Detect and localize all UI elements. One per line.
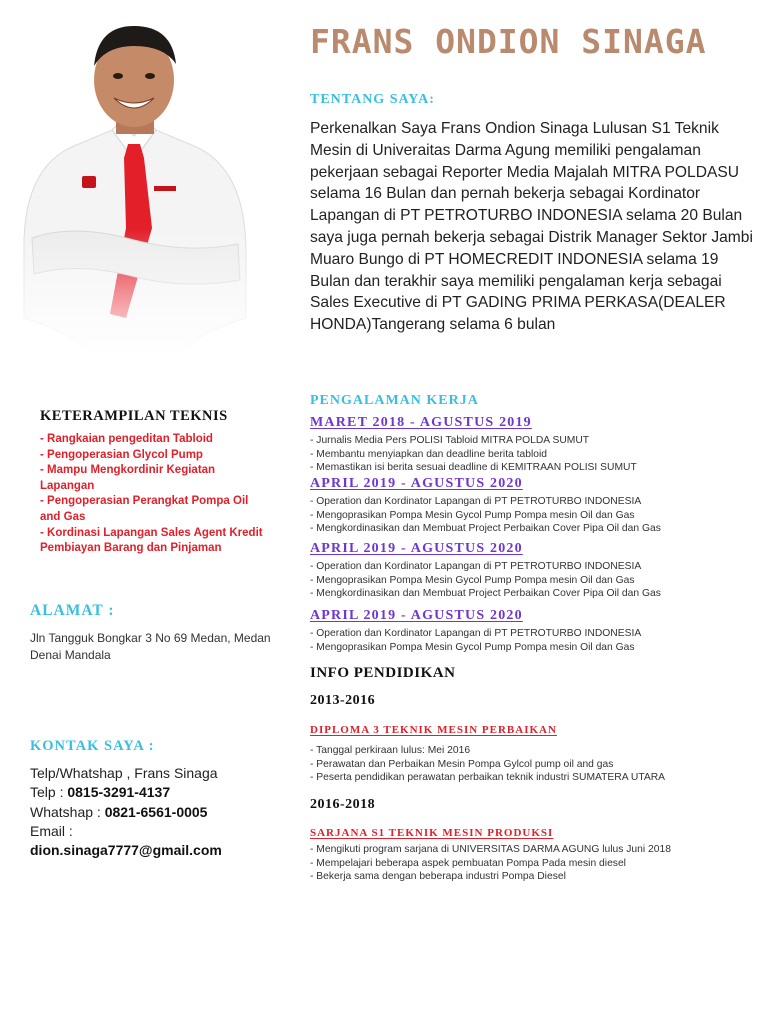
experience-period: MARET 2018 - AGUSTUS 2019 — [310, 415, 532, 430]
address-text: Jln Tangguk Bongkar 3 No 69 Medan, Medan Denai Mandala — [30, 631, 271, 662]
education-bullet-list — [310, 744, 760, 785]
education-degree: DIPLOMA 3 TEKNIK MESIN PERBAIKAN — [310, 724, 557, 736]
phone-line — [30, 783, 300, 802]
list-item: - Mengoprasikan Pompa Mesin Gycol Pump Pompa mesin Oil dan Gas — [310, 509, 760, 523]
experience-period: APRIL 2019 - AGUSTUS 2020 — [310, 608, 523, 623]
list-item: - Mempelajari beberapa aspek pembuatan Pompa Pada mesin diesel — [310, 857, 760, 871]
address-section-title: ALAMAT : — [30, 602, 115, 619]
whatsapp-label: Whatshap : — [30, 803, 105, 820]
list-item: - Mengkordinasikan dan Membuat Project Perbaikan Cover Pipa Oil dan Gas — [310, 587, 760, 601]
list-item: - Jurnalis Media Pers POLISI Tabloid MITRA POLDA SUMUT — [310, 434, 760, 448]
list-item: - Bekerja sama dengan beberapa industri Pompa Diesel — [310, 870, 760, 884]
profile-photo — [14, 18, 254, 358]
experience-entry — [310, 414, 760, 475]
list-item: - Rangkaian pengeditan Tabloid — [40, 432, 270, 448]
experience-entry — [310, 475, 760, 536]
list-item: - Kordinasi Lapangan Sales Agent Kredit Pembiayan Barang dan Pinjaman — [40, 526, 270, 557]
education-bullet-list — [310, 843, 760, 884]
education-bullets — [310, 744, 760, 785]
whatsapp-line — [30, 803, 300, 822]
list-item: - Pengoperasian Perangkat Pompa Oil and Gas — [40, 494, 270, 525]
about-paragraph: Perkenalkan Saya Frans Ondion Sinaga Lulusan S1 Teknik Mesin di Univeraitas Darma Agung memiliki pengalaman pekerjaan sebagai Reporter Media Majalah MITRA POLDASU selama 16 Bulan dan pernah bekerja sebagai Kordinator Lapangan di PT PETROTURBO INDONESIA selama 20 Bulan saya juga pernah bekerja sebagai Distrik Manager Sektor Jambi Muaro Bungo di PT HOMECREDIT INDONESIA selama 19 Bulan dan terakhir saya memiliki pengalaman kerja sebagai Sales Executive di PT GADING PRIMA PERKASA(DEALER HONDA)Tangerang selama 6 bulan — [310, 120, 753, 334]
list-item: - Pengoperasian Glycol Pump — [40, 448, 270, 464]
experience-period: APRIL 2019 - AGUSTUS 2020 — [310, 541, 523, 556]
list-item: - Mengikuti program sarjana di UNIVERSITAS DARMA AGUNG lulus Juni 2018 — [310, 843, 760, 857]
list-item: - Operation dan Kordinator Lapangan di PT PETROTURBO INDONESIA — [310, 495, 760, 509]
contact-section-title: KONTAK SAYA : — [30, 738, 155, 754]
experience-bullets — [310, 495, 760, 536]
education-section-title: INFO PENDIDIKAN — [310, 665, 456, 681]
phone-number[interactable]: 0815-3291-4137 — [67, 784, 171, 801]
education-bullets — [310, 843, 760, 884]
list-item: - Mengoprasikan Pompa Mesin Gycol Pump Pompa mesin Oil dan Gas — [310, 641, 760, 655]
about-section-title: TENTANG SAYA: — [310, 92, 435, 107]
experience-bullets — [310, 560, 760, 601]
experience-entry — [310, 607, 760, 654]
education-years: 2016-2018 — [310, 797, 376, 812]
experience-section-title: PENGALAMAN KERJA — [310, 393, 479, 408]
list-item: - Tanggal perkiraan lulus: Mei 2016 — [310, 744, 760, 758]
list-item: - Operation dan Kordinator Lapangan di PT PETROTURBO INDONESIA — [310, 627, 760, 641]
experience-bullets — [310, 434, 760, 475]
contact-details — [30, 764, 300, 860]
list-item: - Mampu Mengkordinir Kegiatan Lapangan — [40, 463, 270, 494]
education-degree: SARJANA S1 TEKNIK MESIN PRODUKSI — [310, 827, 554, 839]
list-item: - Operation dan Kordinator Lapangan di PT PETROTURBO INDONESIA — [310, 560, 760, 574]
list-item: - Perawatan dan Perbaikan Mesin Pompa Gylcol pump oil and gas — [310, 758, 760, 772]
list-item: - Memastikan isi berita sesuai deadline di KEMITRAAN POLISI SUMUT — [310, 461, 760, 475]
contact-intro: Telp/Whatshap , Frans Sinaga — [30, 765, 218, 781]
experience-bullets — [310, 627, 760, 654]
phone-label: Telp : — [30, 784, 68, 801]
experience-entry — [310, 540, 760, 601]
list-item: - Membantu menyiapkan dan deadline berita tabloid — [310, 448, 760, 462]
email-label: Email : — [30, 822, 73, 839]
list-item: - Mengkordinasikan dan Membuat Project Perbaikan Cover Pipa Oil dan Gas — [310, 522, 760, 536]
education-years: 2013-2016 — [310, 693, 376, 708]
email-address[interactable]: dion.sinaga7777@gmail.com — [30, 842, 222, 859]
experience-period: APRIL 2019 - AGUSTUS 2020 — [310, 476, 523, 491]
skills-list — [40, 432, 270, 557]
skills-section-title: KETERAMPILAN TEKNIS — [40, 408, 228, 424]
list-item: - Peserta pendidikan perawatan perbaikan teknik industri SUMATERA UTARA — [310, 771, 760, 785]
whatsapp-number[interactable]: 0821-6561-0005 — [104, 803, 208, 820]
list-item: - Mengoprasikan Pompa Mesin Gycol Pump Pompa mesin Oil dan Gas — [310, 574, 760, 588]
full-name-heading: FRANS ONDION SINAGA — [310, 22, 707, 61]
